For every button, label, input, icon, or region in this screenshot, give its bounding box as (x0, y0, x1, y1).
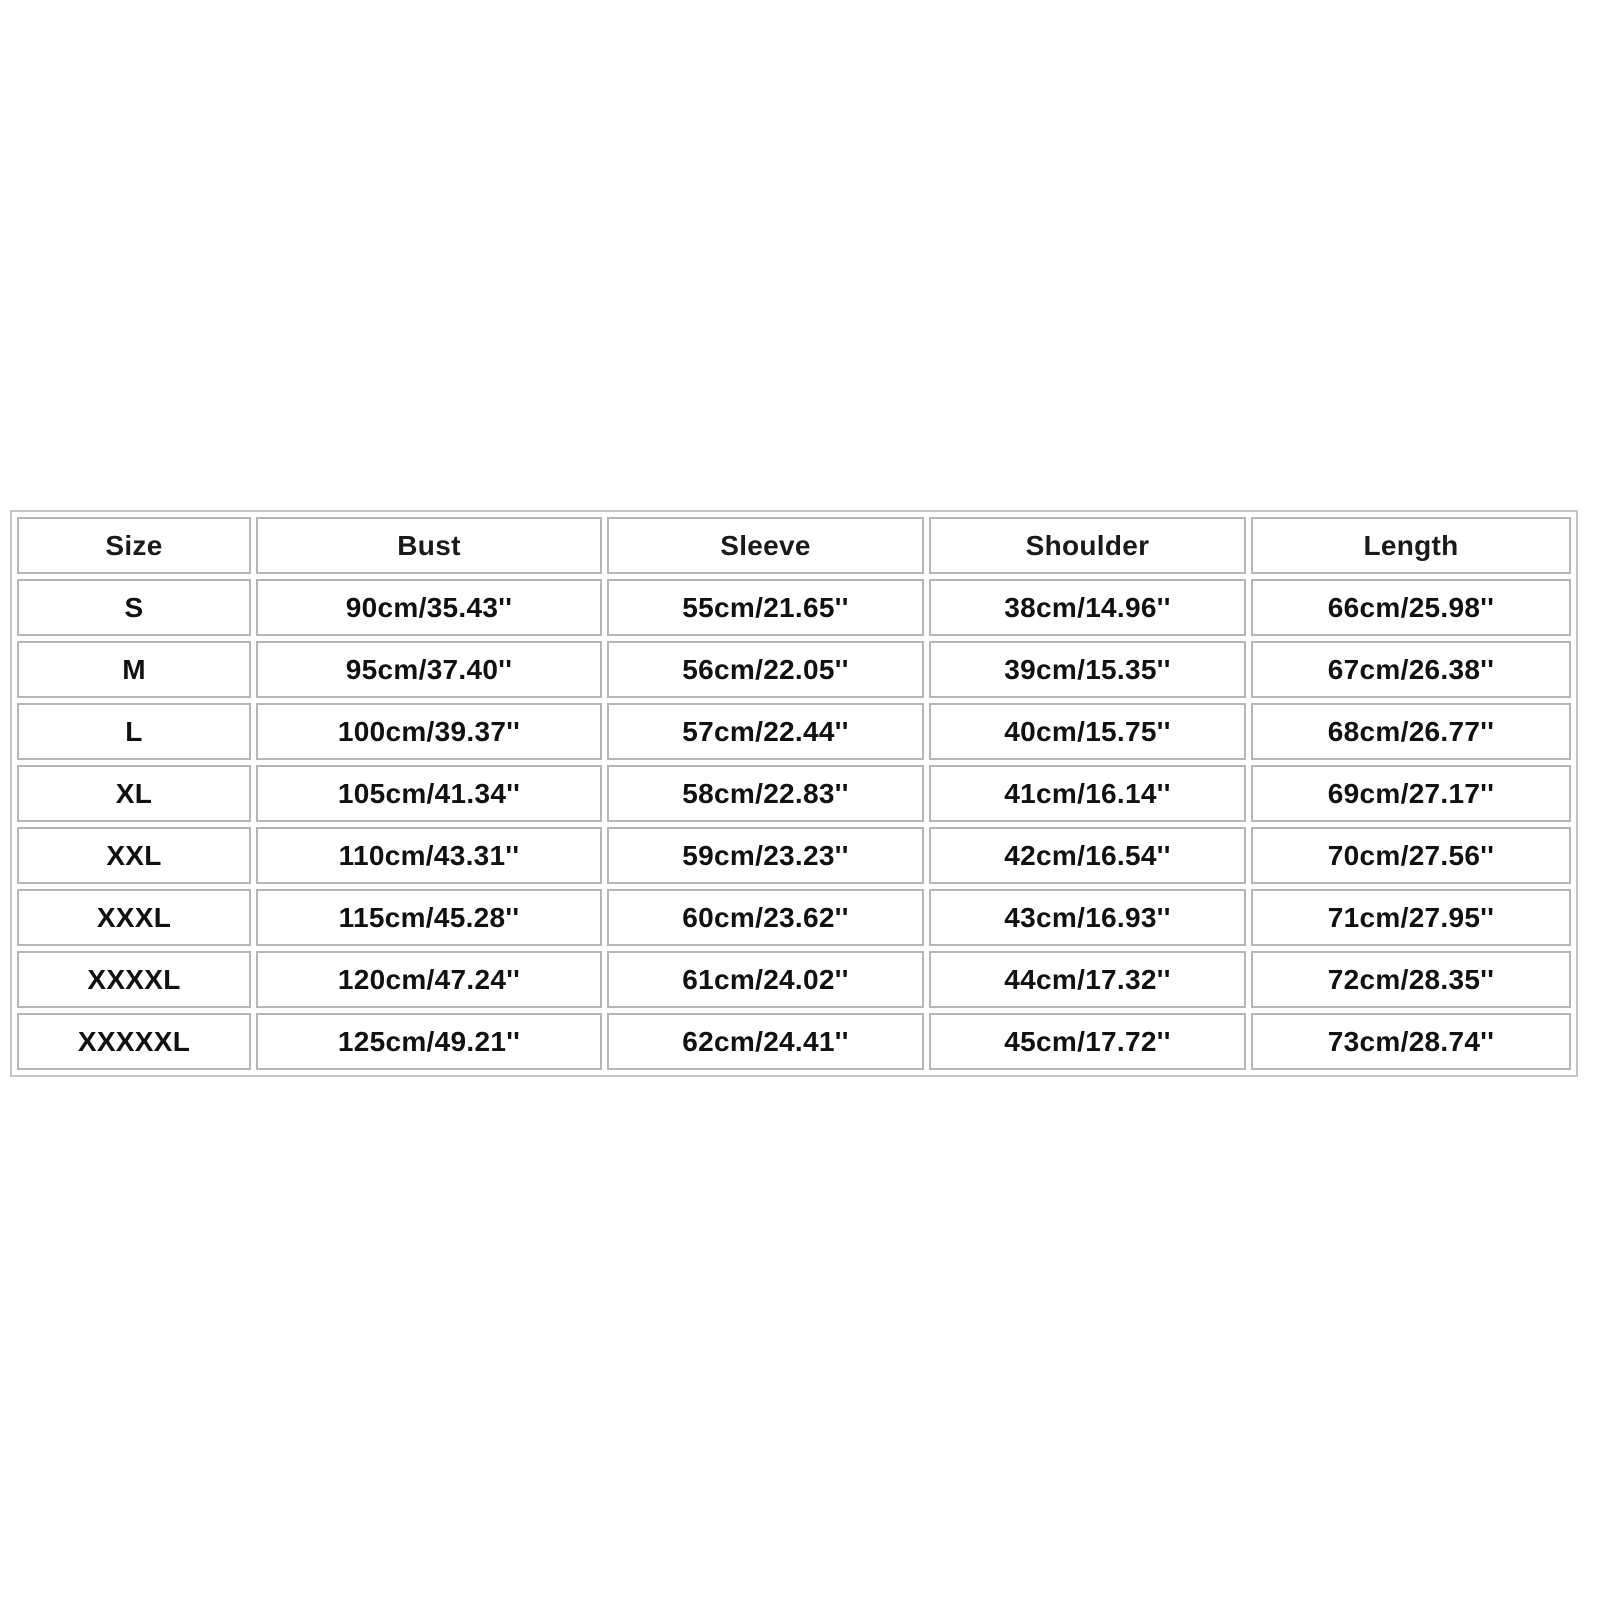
header-row (17, 517, 1571, 574)
sleeve-cell: 55cm/21.65'' (607, 579, 924, 636)
bust-cell: 105cm/41.34'' (256, 765, 602, 822)
size-cell: XXXL (17, 889, 251, 946)
sleeve-cell: 61cm/24.02'' (607, 951, 924, 1008)
sleeve-cell: 60cm/23.62'' (607, 889, 924, 946)
length-cell: 68cm/26.77'' (1251, 703, 1571, 760)
bust-cell: 115cm/45.28'' (256, 889, 602, 946)
size-chart-table (10, 510, 1578, 1077)
bust-cell: 125cm/49.21'' (256, 1013, 602, 1070)
shoulder-cell: 38cm/14.96'' (929, 579, 1246, 636)
length-cell: 67cm/26.38'' (1251, 641, 1571, 698)
header-bust: Bust (256, 517, 602, 574)
size-cell: S (17, 579, 251, 636)
shoulder-cell: 43cm/16.93'' (929, 889, 1246, 946)
sleeve-cell: 62cm/24.41'' (607, 1013, 924, 1070)
table-row (17, 1013, 1571, 1070)
header-size: Size (17, 517, 251, 574)
sleeve-cell: 57cm/22.44'' (607, 703, 924, 760)
table-row (17, 765, 1571, 822)
bust-cell: 95cm/37.40'' (256, 641, 602, 698)
shoulder-cell: 40cm/15.75'' (929, 703, 1246, 760)
header-shoulder: Shoulder (929, 517, 1246, 574)
size-cell: L (17, 703, 251, 760)
bust-cell: 100cm/39.37'' (256, 703, 602, 760)
sleeve-cell: 56cm/22.05'' (607, 641, 924, 698)
length-cell: 69cm/27.17'' (1251, 765, 1571, 822)
size-cell: XXXXXL (17, 1013, 251, 1070)
table-row (17, 951, 1571, 1008)
length-cell: 70cm/27.56'' (1251, 827, 1571, 884)
header-length: Length (1251, 517, 1571, 574)
size-cell: XXL (17, 827, 251, 884)
shoulder-cell: 39cm/15.35'' (929, 641, 1246, 698)
sleeve-cell: 58cm/22.83'' (607, 765, 924, 822)
size-cell: XL (17, 765, 251, 822)
table-row (17, 579, 1571, 636)
length-cell: 72cm/28.35'' (1251, 951, 1571, 1008)
length-cell: 71cm/27.95'' (1251, 889, 1571, 946)
shoulder-cell: 42cm/16.54'' (929, 827, 1246, 884)
table-row (17, 827, 1571, 884)
shoulder-cell: 44cm/17.32'' (929, 951, 1246, 1008)
shoulder-cell: 45cm/17.72'' (929, 1013, 1246, 1070)
table-row (17, 889, 1571, 946)
table-row (17, 641, 1571, 698)
shoulder-cell: 41cm/16.14'' (929, 765, 1246, 822)
header-sleeve: Sleeve (607, 517, 924, 574)
size-cell: M (17, 641, 251, 698)
bust-cell: 90cm/35.43'' (256, 579, 602, 636)
length-cell: 73cm/28.74'' (1251, 1013, 1571, 1070)
table-row (17, 703, 1571, 760)
sleeve-cell: 59cm/23.23'' (607, 827, 924, 884)
length-cell: 66cm/25.98'' (1251, 579, 1571, 636)
bust-cell: 120cm/47.24'' (256, 951, 602, 1008)
size-cell: XXXXL (17, 951, 251, 1008)
bust-cell: 110cm/43.31'' (256, 827, 602, 884)
